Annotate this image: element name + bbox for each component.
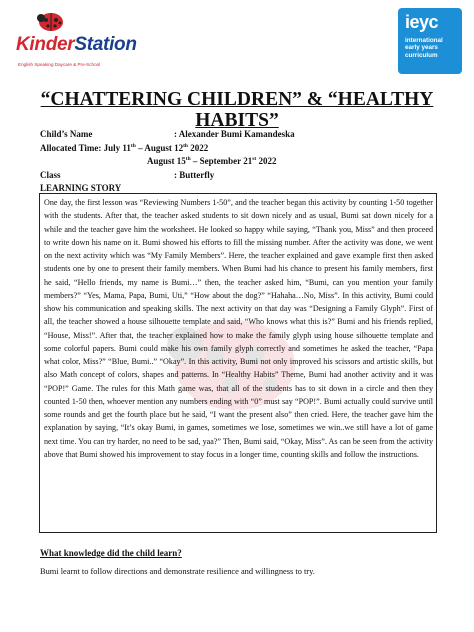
ieyc-mark: ieyc <box>405 12 439 32</box>
knowledge-question: What knowledge did the child learn? <box>40 548 182 558</box>
child-info <box>40 128 460 182</box>
learning-story-heading: LEARNING STORY <box>40 183 122 193</box>
child-name-label: Child’s Name <box>40 129 93 139</box>
class-value: : Butterfly <box>174 169 215 180</box>
learning-story-text: One day, the first lesson was “Reviewing Numbers 1-50”, and the teacher began this activity by counting 1-50 together with the students. After that, the teacher asked students to sit down nicely and as usual, Bumi sat down nicely for a while and the teacher gave him the worksheet. He looked so happy while saying, “Thank you, Miss” and then proceed to write down his name on it. Bumi showed his efforts to fill the missing number. After the activity was done, we went on the next activity which was “My Family Members”. Here, the teacher explained and gave example first then asked students one by one to present their family members. When Bumi had his chance to present his family members, first he said, “Hello friends, my name is Bumi…” then, the teacher asked him, “Bumi, can you mention your family members?” “Yes, Mama, Papa, Bumi, Uti,” “How about the dog?” “Hahaha…No, Miss”. In this activity, Bumi could show his communication and speaking skills. The next activity on that day was “Designing a Family Glyph”. First of all, the teacher showed a house silhouette template and said, “Who knows what this is?” Bumi and his friends replied, “House, Miss!”. After that, the teacher explained how to make the family glyph using house silhouette template and some colorful papers. Bumi could make his own family glyph correctly and sometimes he asked the teacher, “Papa what color, Miss?” “Blue, Bumi..” “Okay”. In this activity, Bumi not only improved his scissors and artistic skills, but also Math concept of colors, shapes and patterns. In “Healthy Habits” Theme, Bumi had another activity and it was “POP!” Game. The rules for this Math game was, that all of the students has to sit down in a circle and then they counted 1-50 then, whoever mention any numbers ending with “0” must say “POP!”. Bumi actually could survive until some rounds and get the fourth place but he said, “I want the present also” then cried. Here, the teacher gave him the explanation by saying, “It’s okay Bumi, in games, sometimes we lose, sometimes we win..we still have a lot of game next time. You can try harder, no need to be sad, yaa?” Then, Bumi said, “Okay, Miss”. As can be seen from the activity above that Bumi showed his improvement to stay focus in a longer time, counting skills and follow the instructions. <box>44 198 433 459</box>
allocated-time: Allocated Time: July 11th – August 12th 2022 <box>40 142 209 153</box>
logo-tagline: English Speaking Daycare & Pre-School <box>18 62 101 67</box>
allocated-time-2: August 15th – September 21st 2022 <box>147 156 277 166</box>
logo-wordmark: KinderStation <box>16 34 137 55</box>
knowledge-answer: Bumi learnt to follow directions and demonstrate resilience and willingness to try. <box>40 567 315 576</box>
kinderstation-logo <box>8 6 158 76</box>
page-title: “CHATTERING CHILDREN” & “HEALTHY HABITS” <box>40 89 434 131</box>
child-name-value: : Alexander Bumi Kamandeska <box>174 129 295 139</box>
ieyc-caption: international early years curriculum <box>405 37 443 59</box>
class-label: Class <box>40 169 61 180</box>
ladybug-icon <box>36 8 66 32</box>
ieyc-badge <box>398 8 462 74</box>
